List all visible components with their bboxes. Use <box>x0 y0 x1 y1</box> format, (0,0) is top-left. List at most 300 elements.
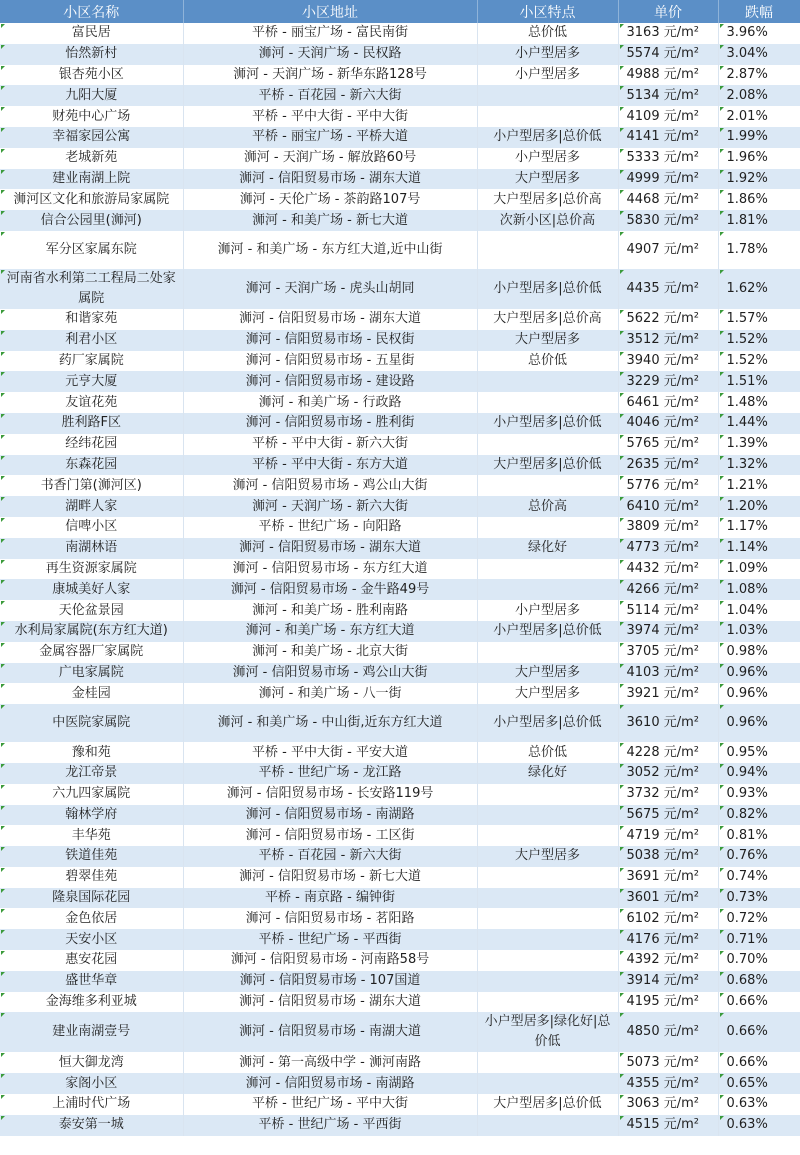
cell-feature: 小户型居多 <box>477 44 618 65</box>
cell-change: 0.65% <box>718 1073 800 1094</box>
cell-change: 0.96% <box>718 704 800 742</box>
table-row <box>0 475 800 496</box>
table-row <box>0 231 800 269</box>
cell-name: 浉河区文化和旅游局家属院 <box>0 189 183 210</box>
table-row <box>0 127 800 148</box>
cell-feature: 大户型居多|总价高 <box>477 189 618 210</box>
cell-name: 隆泉国际花园 <box>0 888 183 909</box>
cell-name: 书香门第(浉河区) <box>0 475 183 496</box>
cell-price: 3063 元/m² <box>618 1094 718 1115</box>
cell-feature: 大户型居多 <box>477 169 618 190</box>
cell-feature: 大户型居多|总价低 <box>477 455 618 476</box>
cell-change: 1.86% <box>718 189 800 210</box>
cell-address: 浉河 - 信阳贸易市场 - 鸡公山大街 <box>183 475 477 496</box>
table-row <box>0 1052 800 1073</box>
cell-address: 浉河 - 信阳贸易市场 - 湖东大道 <box>183 169 477 190</box>
cell-name: 胜利路F区 <box>0 413 183 434</box>
cell-feature <box>477 475 618 496</box>
cell-name: 铁道佳苑 <box>0 846 183 867</box>
table-row <box>0 908 800 929</box>
table-row <box>0 971 800 992</box>
table-row <box>0 1073 800 1094</box>
table-row <box>0 538 800 559</box>
table-row <box>0 867 800 888</box>
cell-address: 浉河 - 天润广场 - 新华东路128号 <box>183 65 477 86</box>
cell-price: 4195 元/m² <box>618 992 718 1013</box>
cell-feature: 小户型居多|总价低 <box>477 413 618 434</box>
cell-change: 3.04% <box>718 44 800 65</box>
cell-name: 再生资源家属院 <box>0 559 183 580</box>
cell-price: 3601 元/m² <box>618 888 718 909</box>
cell-feature: 绿化好 <box>477 538 618 559</box>
cell-address: 浉河 - 和美广场 - 东方红大道,近中山街 <box>183 231 477 269</box>
cell-name: 药厂家属院 <box>0 351 183 372</box>
cell-address: 浉河 - 信阳贸易市场 - 民权街 <box>183 330 477 351</box>
cell-price: 3809 元/m² <box>618 517 718 538</box>
cell-change: 0.93% <box>718 784 800 805</box>
cell-feature <box>477 929 618 950</box>
cell-address: 浉河 - 第一高级中学 - 浉河南路 <box>183 1052 477 1073</box>
cell-address: 浉河 - 天润广场 - 新六大街 <box>183 496 477 517</box>
cell-name: 河南省水利第二工程局二处家属院 <box>0 269 183 309</box>
cell-name: 金色依居 <box>0 908 183 929</box>
cell-price: 5114 元/m² <box>618 600 718 621</box>
cell-feature <box>477 825 618 846</box>
cell-name: 怡然新村 <box>0 44 183 65</box>
cell-address: 浉河 - 天润广场 - 民权路 <box>183 44 477 65</box>
cell-price: 3914 元/m² <box>618 971 718 992</box>
table-row <box>0 1012 800 1052</box>
cell-name: 富民居 <box>0 23 183 44</box>
cell-price: 4907 元/m² <box>618 231 718 269</box>
cell-name: 信合公园里(浉河) <box>0 210 183 231</box>
cell-price: 6461 元/m² <box>618 392 718 413</box>
cell-feature: 小户型居多|总价低 <box>477 621 618 642</box>
header-address: 小区地址 <box>183 0 477 23</box>
cell-change: 0.94% <box>718 763 800 784</box>
cell-name: 金海维多利亚城 <box>0 992 183 1013</box>
cell-address: 平桥 - 百花园 - 新六大街 <box>183 846 477 867</box>
cell-feature: 次新小区|总价高 <box>477 210 618 231</box>
cell-address: 浉河 - 信阳贸易市场 - 湖东大道 <box>183 538 477 559</box>
cell-change: 2.87% <box>718 65 800 86</box>
cell-price: 3163 元/m² <box>618 23 718 44</box>
cell-address: 浉河 - 信阳贸易市场 - 长安路119号 <box>183 784 477 805</box>
cell-change: 0.95% <box>718 742 800 763</box>
cell-feature: 大户型居多 <box>477 683 618 704</box>
table-row <box>0 496 800 517</box>
table-row <box>0 825 800 846</box>
cell-name: 南湖林语 <box>0 538 183 559</box>
cell-feature <box>477 1115 618 1136</box>
cell-feature: 大户型居多 <box>477 663 618 684</box>
cell-feature <box>477 971 618 992</box>
cell-name: 惠安花园 <box>0 950 183 971</box>
cell-address: 平桥 - 世纪广场 - 平西街 <box>183 929 477 950</box>
cell-change: 0.63% <box>718 1115 800 1136</box>
cell-feature <box>477 908 618 929</box>
cell-name: 金桂园 <box>0 683 183 704</box>
cell-change: 1.17% <box>718 517 800 538</box>
cell-price: 4515 元/m² <box>618 1115 718 1136</box>
cell-name: 碧翠佳苑 <box>0 867 183 888</box>
cell-feature <box>477 85 618 106</box>
cell-change: 1.78% <box>718 231 800 269</box>
cell-change: 2.08% <box>718 85 800 106</box>
cell-change: 1.14% <box>718 538 800 559</box>
cell-change: 1.92% <box>718 169 800 190</box>
cell-address: 平桥 - 丽宝广场 - 富民南街 <box>183 23 477 44</box>
cell-change: 2.01% <box>718 106 800 127</box>
table-row <box>0 210 800 231</box>
cell-name: 上浦时代广场 <box>0 1094 183 1115</box>
cell-address: 浉河 - 信阳贸易市场 - 107国道 <box>183 971 477 992</box>
cell-address: 浉河 - 信阳贸易市场 - 茗阳路 <box>183 908 477 929</box>
cell-name: 利君小区 <box>0 330 183 351</box>
cell-feature <box>477 642 618 663</box>
cell-name: 九阳大厦 <box>0 85 183 106</box>
cell-price: 3940 元/m² <box>618 351 718 372</box>
cell-price: 3974 元/m² <box>618 621 718 642</box>
cell-change: 0.81% <box>718 825 800 846</box>
cell-address: 浉河 - 天伦广场 - 茶韵路107号 <box>183 189 477 210</box>
cell-feature: 小户型居多 <box>477 148 618 169</box>
cell-name: 元亨大厦 <box>0 371 183 392</box>
cell-address: 平桥 - 世纪广场 - 龙江路 <box>183 763 477 784</box>
cell-name: 康城美好人家 <box>0 579 183 600</box>
cell-price: 2635 元/m² <box>618 455 718 476</box>
cell-feature <box>477 579 618 600</box>
cell-feature: 大户型居多 <box>477 330 618 351</box>
cell-price: 4468 元/m² <box>618 189 718 210</box>
table-row <box>0 1115 800 1136</box>
cell-feature: 大户型居多|总价低 <box>477 1094 618 1115</box>
cell-address: 浉河 - 信阳贸易市场 - 东方红大道 <box>183 559 477 580</box>
cell-feature: 小户型居多 <box>477 65 618 86</box>
cell-address: 平桥 - 平中大街 - 东方大道 <box>183 455 477 476</box>
cell-feature <box>477 559 618 580</box>
cell-price: 4999 元/m² <box>618 169 718 190</box>
cell-change: 1.52% <box>718 351 800 372</box>
cell-name: 泰安第一城 <box>0 1115 183 1136</box>
header-row <box>0 0 800 23</box>
cell-feature: 小户型居多|总价低 <box>477 704 618 742</box>
cell-address: 平桥 - 世纪广场 - 向阳路 <box>183 517 477 538</box>
table-row <box>0 950 800 971</box>
cell-change: 0.66% <box>718 1012 800 1052</box>
header-price: 单价 <box>618 0 718 23</box>
cell-address: 浉河 - 信阳贸易市场 - 鸡公山大街 <box>183 663 477 684</box>
table-row <box>0 579 800 600</box>
cell-address: 浉河 - 和美广场 - 北京大街 <box>183 642 477 663</box>
cell-price: 5622 元/m² <box>618 309 718 330</box>
cell-address: 浉河 - 信阳贸易市场 - 五星街 <box>183 351 477 372</box>
table-row <box>0 44 800 65</box>
cell-change: 1.96% <box>718 148 800 169</box>
cell-name: 银杏苑小区 <box>0 65 183 86</box>
cell-address: 浉河 - 和美广场 - 新七大道 <box>183 210 477 231</box>
cell-name: 军分区家属东院 <box>0 231 183 269</box>
header-name: 小区名称 <box>0 0 183 23</box>
table-row <box>0 663 800 684</box>
cell-price: 3705 元/m² <box>618 642 718 663</box>
table-row <box>0 371 800 392</box>
cell-price: 3512 元/m² <box>618 330 718 351</box>
cell-price: 4109 元/m² <box>618 106 718 127</box>
cell-price: 6410 元/m² <box>618 496 718 517</box>
cell-price: 5675 元/m² <box>618 805 718 826</box>
cell-name: 友谊花苑 <box>0 392 183 413</box>
cell-feature <box>477 992 618 1013</box>
cell-change: 0.96% <box>718 663 800 684</box>
cell-address: 平桥 - 南京路 - 编钟街 <box>183 888 477 909</box>
cell-name: 天安小区 <box>0 929 183 950</box>
table-row <box>0 65 800 86</box>
cell-change: 1.57% <box>718 309 800 330</box>
cell-change: 0.70% <box>718 950 800 971</box>
cell-address: 平桥 - 平中大街 - 新六大街 <box>183 434 477 455</box>
cell-change: 1.52% <box>718 330 800 351</box>
cell-feature <box>477 517 618 538</box>
cell-feature <box>477 1052 618 1073</box>
cell-feature: 大户型居多 <box>477 846 618 867</box>
table-row <box>0 351 800 372</box>
cell-price: 5574 元/m² <box>618 44 718 65</box>
cell-feature: 小户型居多|总价低 <box>477 269 618 309</box>
cell-price: 3921 元/m² <box>618 683 718 704</box>
cell-price: 4773 元/m² <box>618 538 718 559</box>
cell-feature: 小户型居多 <box>477 600 618 621</box>
cell-change: 0.73% <box>718 888 800 909</box>
cell-feature <box>477 1073 618 1094</box>
cell-name: 龙江帝景 <box>0 763 183 784</box>
cell-address: 浉河 - 信阳贸易市场 - 建设路 <box>183 371 477 392</box>
cell-address: 浉河 - 信阳贸易市场 - 南湖路 <box>183 1073 477 1094</box>
cell-address: 浉河 - 和美广场 - 胜利南路 <box>183 600 477 621</box>
cell-name: 中医院家属院 <box>0 704 183 742</box>
cell-price: 5830 元/m² <box>618 210 718 231</box>
cell-feature: 总价高 <box>477 496 618 517</box>
cell-price: 5038 元/m² <box>618 846 718 867</box>
cell-name: 恒大御龙湾 <box>0 1052 183 1073</box>
cell-price: 3691 元/m² <box>618 867 718 888</box>
cell-feature: 总价低 <box>477 23 618 44</box>
table-row <box>0 148 800 169</box>
table-row <box>0 434 800 455</box>
table-row <box>0 309 800 330</box>
cell-price: 3229 元/m² <box>618 371 718 392</box>
table-row <box>0 1094 800 1115</box>
cell-name: 财苑中心广场 <box>0 106 183 127</box>
cell-price: 4719 元/m² <box>618 825 718 846</box>
cell-price: 4176 元/m² <box>618 929 718 950</box>
cell-feature <box>477 106 618 127</box>
cell-address: 浉河 - 信阳贸易市场 - 湖东大道 <box>183 992 477 1013</box>
table-row <box>0 23 800 44</box>
table-row <box>0 455 800 476</box>
cell-address: 浉河 - 和美广场 - 八一街 <box>183 683 477 704</box>
cell-feature: 小户型居多|绿化好|总价低 <box>477 1012 618 1052</box>
cell-price: 4392 元/m² <box>618 950 718 971</box>
cell-address: 平桥 - 百花园 - 新六大街 <box>183 85 477 106</box>
table-row <box>0 742 800 763</box>
cell-change: 1.20% <box>718 496 800 517</box>
cell-change: 1.04% <box>718 600 800 621</box>
cell-change: 1.48% <box>718 392 800 413</box>
table-row <box>0 413 800 434</box>
cell-price: 3052 元/m² <box>618 763 718 784</box>
cell-address: 浉河 - 信阳贸易市场 - 南湖大道 <box>183 1012 477 1052</box>
cell-name: 盛世华章 <box>0 971 183 992</box>
cell-change: 0.82% <box>718 805 800 826</box>
cell-address: 浉河 - 天润广场 - 解放路60号 <box>183 148 477 169</box>
cell-address: 平桥 - 丽宝广场 - 平桥大道 <box>183 127 477 148</box>
cell-feature <box>477 867 618 888</box>
cell-change: 0.68% <box>718 971 800 992</box>
cell-price: 5134 元/m² <box>618 85 718 106</box>
cell-address: 浉河 - 和美广场 - 行政路 <box>183 392 477 413</box>
table-row <box>0 621 800 642</box>
cell-name: 信啤小区 <box>0 517 183 538</box>
cell-name: 金属容器厂家属院 <box>0 642 183 663</box>
cell-address: 浉河 - 和美广场 - 东方红大道 <box>183 621 477 642</box>
cell-name: 丰华苑 <box>0 825 183 846</box>
cell-change: 0.72% <box>718 908 800 929</box>
cell-change: 1.21% <box>718 475 800 496</box>
cell-feature <box>477 231 618 269</box>
cell-name: 豫和苑 <box>0 742 183 763</box>
cell-address: 浉河 - 信阳贸易市场 - 南湖路 <box>183 805 477 826</box>
cell-change: 0.66% <box>718 1052 800 1073</box>
cell-address: 平桥 - 平中大街 - 平安大道 <box>183 742 477 763</box>
cell-feature <box>477 371 618 392</box>
cell-change: 0.76% <box>718 846 800 867</box>
cell-price: 4435 元/m² <box>618 269 718 309</box>
cell-feature: 总价低 <box>477 351 618 372</box>
cell-feature <box>477 888 618 909</box>
cell-address: 浉河 - 和美广场 - 中山街,近东方红大道 <box>183 704 477 742</box>
table-row <box>0 392 800 413</box>
cell-price: 4355 元/m² <box>618 1073 718 1094</box>
cell-change: 0.96% <box>718 683 800 704</box>
cell-address: 浉河 - 信阳贸易市场 - 金牛路49号 <box>183 579 477 600</box>
cell-change: 1.81% <box>718 210 800 231</box>
cell-name: 老城新苑 <box>0 148 183 169</box>
cell-address: 浉河 - 信阳贸易市场 - 新七大道 <box>183 867 477 888</box>
table-row <box>0 559 800 580</box>
cell-change: 1.39% <box>718 434 800 455</box>
cell-name: 翰林学府 <box>0 805 183 826</box>
cell-address: 浉河 - 信阳贸易市场 - 湖东大道 <box>183 309 477 330</box>
cell-change: 0.63% <box>718 1094 800 1115</box>
cell-feature <box>477 784 618 805</box>
cell-price: 5073 元/m² <box>618 1052 718 1073</box>
cell-name: 湖畔人家 <box>0 496 183 517</box>
table-row <box>0 763 800 784</box>
cell-change: 1.51% <box>718 371 800 392</box>
cell-name: 东森花园 <box>0 455 183 476</box>
cell-change: 0.74% <box>718 867 800 888</box>
cell-change: 1.08% <box>718 579 800 600</box>
table-row <box>0 784 800 805</box>
table-body <box>0 23 800 1136</box>
cell-price: 4988 元/m² <box>618 65 718 86</box>
table-row <box>0 642 800 663</box>
cell-feature: 绿化好 <box>477 763 618 784</box>
cell-change: 0.66% <box>718 992 800 1013</box>
cell-change: 1.62% <box>718 269 800 309</box>
cell-change: 1.09% <box>718 559 800 580</box>
cell-price: 4103 元/m² <box>618 663 718 684</box>
cell-feature <box>477 950 618 971</box>
cell-feature <box>477 392 618 413</box>
cell-address: 浉河 - 信阳贸易市场 - 工区街 <box>183 825 477 846</box>
cell-name: 和谐家苑 <box>0 309 183 330</box>
cell-change: 1.32% <box>718 455 800 476</box>
cell-feature <box>477 434 618 455</box>
cell-feature: 总价低 <box>477 742 618 763</box>
cell-change: 0.98% <box>718 642 800 663</box>
table-row <box>0 600 800 621</box>
header-feature: 小区特点 <box>477 0 618 23</box>
table-row <box>0 269 800 309</box>
table-row <box>0 169 800 190</box>
cell-feature: 大户型居多|总价高 <box>477 309 618 330</box>
cell-price: 5333 元/m² <box>618 148 718 169</box>
cell-change: 3.96% <box>718 23 800 44</box>
cell-change: 1.44% <box>718 413 800 434</box>
table-row <box>0 189 800 210</box>
cell-name: 幸福家园公寓 <box>0 127 183 148</box>
cell-name: 天伦盆景园 <box>0 600 183 621</box>
cell-price: 4228 元/m² <box>618 742 718 763</box>
header-change: 跌幅 <box>718 0 800 23</box>
cell-address: 浉河 - 天润广场 - 虎头山胡同 <box>183 269 477 309</box>
table-row <box>0 106 800 127</box>
cell-price: 4850 元/m² <box>618 1012 718 1052</box>
cell-price: 4046 元/m² <box>618 413 718 434</box>
table-row <box>0 85 800 106</box>
cell-address: 平桥 - 世纪广场 - 平中大街 <box>183 1094 477 1115</box>
cell-address: 浉河 - 信阳贸易市场 - 河南路58号 <box>183 950 477 971</box>
cell-name: 水利局家属院(东方红大道) <box>0 621 183 642</box>
cell-address: 浉河 - 信阳贸易市场 - 胜利街 <box>183 413 477 434</box>
cell-price: 4432 元/m² <box>618 559 718 580</box>
cell-change: 0.71% <box>718 929 800 950</box>
table-row <box>0 704 800 742</box>
cell-feature: 小户型居多|总价低 <box>477 127 618 148</box>
cell-price: 5765 元/m² <box>618 434 718 455</box>
table-row <box>0 517 800 538</box>
cell-price: 4266 元/m² <box>618 579 718 600</box>
cell-change: 1.03% <box>718 621 800 642</box>
cell-name: 家阁小区 <box>0 1073 183 1094</box>
table-row <box>0 805 800 826</box>
cell-name: 建业南湖壹号 <box>0 1012 183 1052</box>
cell-name: 经纬花园 <box>0 434 183 455</box>
cell-name: 建业南湖上院 <box>0 169 183 190</box>
table-row <box>0 929 800 950</box>
cell-price: 3610 元/m² <box>618 704 718 742</box>
table-row <box>0 992 800 1013</box>
cell-change: 1.99% <box>718 127 800 148</box>
cell-price: 3732 元/m² <box>618 784 718 805</box>
cell-name: 广电家属院 <box>0 663 183 684</box>
table-row <box>0 683 800 704</box>
cell-price: 5776 元/m² <box>618 475 718 496</box>
table-row <box>0 888 800 909</box>
cell-address: 平桥 - 平中大街 - 平中大街 <box>183 106 477 127</box>
